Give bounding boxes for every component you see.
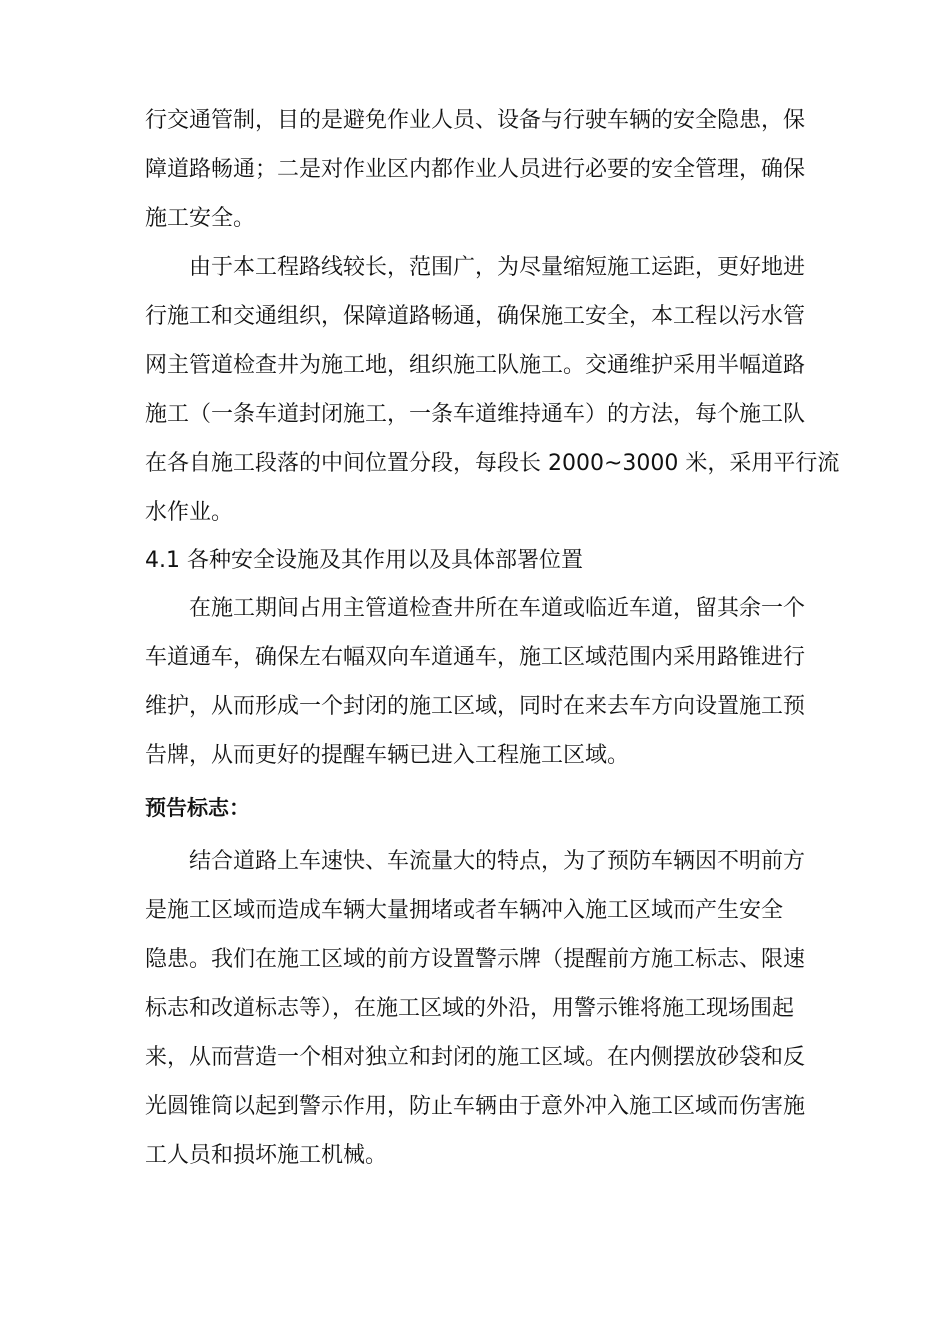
paragraph-traffic-control	[145, 96, 817, 243]
text-line: 车道通车，确保左右幅双向车道通车，施工区域范围内采用路锥进行	[145, 645, 806, 670]
text-line: 障道路畅通；二是对作业区内都作业人员进行必要的安全管理，确保	[145, 157, 806, 182]
document-page	[145, 96, 840, 1180]
text-line: 工人员和损坏施工机械。	[145, 1143, 388, 1168]
text-line: 标志和改道标志等），在施工区域的外沿，用警示锥将施工现场围起	[145, 996, 795, 1021]
text-line: 行交通管制，目的是避免作业人员、设备与行驶车辆的安全隐患，保	[145, 108, 806, 133]
text-line: 施工安全。	[145, 206, 256, 231]
text-line: 是施工区域而造成车辆大量拥堵或者车辆冲入施工区域而产生安全	[145, 898, 784, 923]
paragraph-lane-occupation	[145, 584, 817, 780]
text-line: 施工（一条车道封闭施工，一条车道维持通车）的方法，每个施工队	[145, 402, 806, 427]
paragraph-construction-organization	[145, 243, 840, 537]
text-line: 由于本工程路线较长，范围广，为尽量缩短施工运距，更好地进	[189, 255, 806, 280]
text-line: 维护，从而形成一个封闭的施工区域，同时在来去车方向设置施工预	[145, 694, 806, 719]
text-line: 告牌，从而更好的提醒车辆已进入工程施工区域。	[145, 743, 630, 768]
text-line: 隐患。我们在施工区域的前方设置警示牌（提醒前方施工标志、限速	[145, 947, 806, 972]
text-line: 在各自施工段落的中间位置分段，每段长 2000~3000 米，采用平行流	[145, 451, 840, 476]
section-heading: 4.1 各种安全设施及其作用以及具体部署位置	[145, 548, 583, 573]
text-line: 来，从而营造一个相对独立和封闭的施工区域。在内侧摆放砂袋和反	[145, 1045, 806, 1070]
paragraph-warning-signs	[145, 837, 817, 1180]
text-line: 在施工期间占用主管道检查井所在车道或临近车道，留其余一个	[189, 596, 806, 621]
text-line: 光圆锥筒以起到警示作用，防止车辆由于意外冲入施工区域而伤害施	[145, 1094, 806, 1119]
text-line: 网主管道检查井为施工地，组织施工队施工。交通维护采用半幅道路	[145, 353, 806, 378]
text-line: 行施工和交通组织，保障道路畅通，确保施工安全，本工程以污水管	[145, 304, 806, 329]
text-line: 结合道路上车速快、车流量大的特点，为了预防车辆因不明前方	[189, 849, 806, 874]
text-line: 水作业。	[145, 500, 234, 525]
bold-subheading: 预告标志：	[145, 796, 250, 820]
